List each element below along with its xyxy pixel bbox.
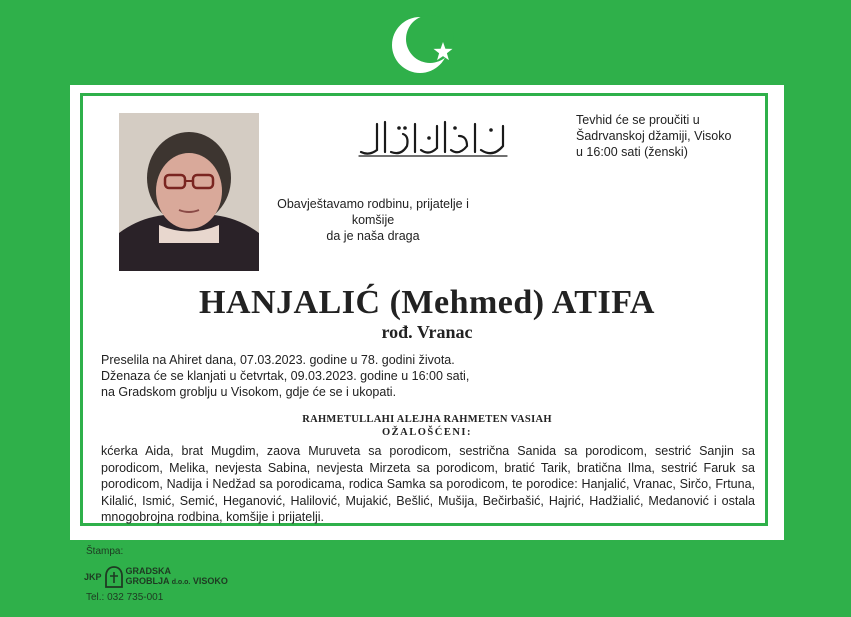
- mourners-list: kćerka Aida, brat Mugdim, zaova Muruveta sa porodicom, sestrična Sanida sa porodicom, sestrić Sanjin sa porodicom, Melika, nevjesta Sabina, nevjesta Mirzeta sa porodicom, bratić Tarik, bratična Ilma, sestrić Faruk sa porodicom, Nadija i Nedžad sa porodicama, rodica Samka sa porodicom, te porodice: Hanjalić, Vranac, Sirčo, Frtuna, Kilalić, Ismić, Semić, Heganović, Halilović, Mujakić, Bešlić, Mušija, Bečirbašić, Hajrić, Hadžialić, Medanović i ostala mnogobrojna rodbina, komšije i prijatelji.: [101, 444, 755, 524]
- funeral-details: [101, 352, 469, 400]
- logo-line-2: GROBLJA: [125, 576, 170, 586]
- notice-line-1: Obavještavamo rodbinu, prijatelje i komšije: [277, 197, 469, 227]
- maiden-name: rođ. Vranac: [381, 322, 473, 342]
- print-label: Štampa:: [86, 546, 124, 557]
- burial-location-line: na Gradskom groblju u Visokom, gdje će se i ukopati.: [101, 385, 397, 399]
- mourners-heading: OŽALOŠĆENI:: [381, 427, 472, 438]
- tevhid-line-1: Tevhid će se proučiti u: [576, 113, 700, 127]
- prayer-line: RAHMETULLAHI ALEJHA RAHMETEN VASIAH: [302, 414, 552, 425]
- phone-number: Tel.: 032 735-001: [86, 592, 164, 603]
- obituary-border: [80, 93, 768, 526]
- logo-visoko: VISOKO: [192, 576, 228, 586]
- crescent-and-star-icon: [392, 12, 458, 78]
- deceased-name: HANJALIĆ (Mehmed) ATIFA: [199, 284, 655, 321]
- obituary-card: [70, 85, 784, 540]
- gradska-groblja-logo-icon: [105, 566, 123, 588]
- logo-line-1: GRADSKA: [125, 566, 172, 576]
- death-date-line: Preselila na Ahiret dana, 07.03.2023. godine u 78. godini života.: [101, 353, 455, 367]
- logo-doo: d.o.o.: [171, 579, 191, 586]
- notice-text: [263, 196, 483, 244]
- tevhid-info: [576, 112, 731, 160]
- jkp-label: JKP: [84, 572, 102, 582]
- logo-name: [126, 566, 228, 588]
- dzenaza-line: Dženaza će se klanjati u četvrtak, 09.03.2023. godine u 16:00 sati,: [101, 369, 470, 383]
- notice-line-2: da je naša draga: [326, 229, 420, 243]
- deceased-portrait: [119, 113, 259, 271]
- printer-logo: [84, 564, 228, 590]
- tevhid-line-3: u 16:00 sati (ženski): [576, 145, 688, 159]
- tevhid-line-2: Šadrvanskoj džamiji, Visoko: [576, 129, 732, 143]
- inna-lillahi-calligraphy-icon: [355, 116, 511, 160]
